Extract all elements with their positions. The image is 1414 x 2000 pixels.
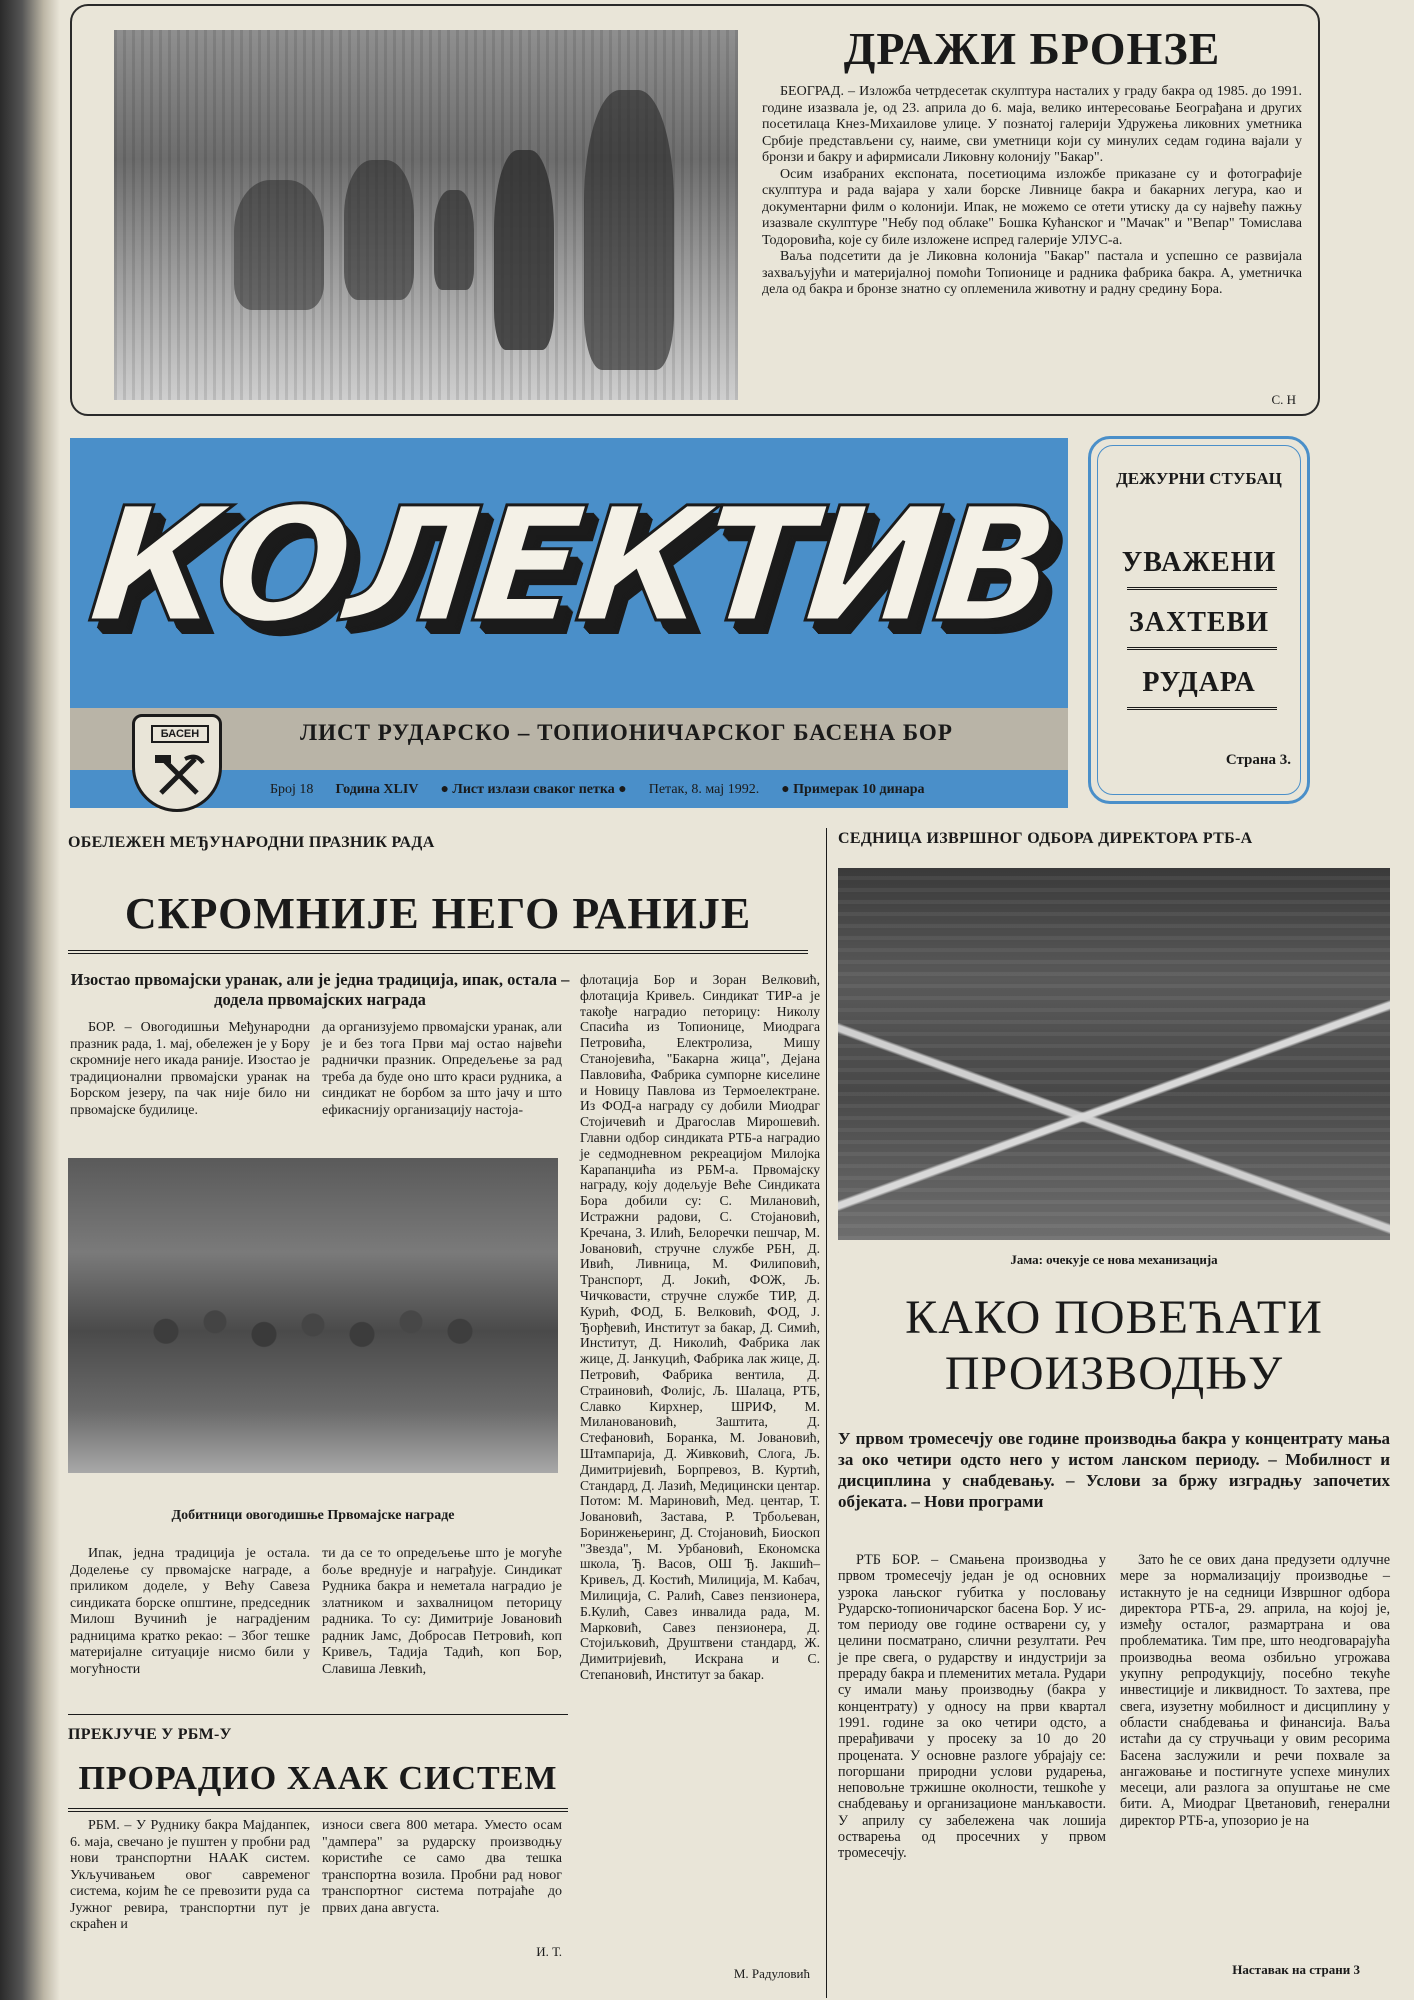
labor-day-signature: М. Радуловић bbox=[733, 1966, 810, 1981]
newspaper-logo: КОЛЕКТИВ bbox=[82, 474, 1062, 658]
haak-col2: износи свега 800 метара. Уместо осам "дампера" за рударску производњу користиће се само два тешка транспортна возила. Пробни рад новог транспортног система потрајаће до првих дана августа. bbox=[322, 1818, 562, 1916]
street-photo bbox=[114, 30, 738, 400]
mine-photo-caption: Јама: очекује се нова механизација bbox=[1010, 1252, 1218, 1267]
duty-line: ЗАХТЕВИ bbox=[1128, 607, 1270, 638]
emblem-label: БАСЕН bbox=[151, 725, 209, 743]
production-col1: РТБ БОР. – Смањена производња у првом тромесечју један је од основних узрока лањског губитка у пословању Рударско-топионичарског басена Бор. У ис-том периоду ове године остварени су, у целини посматрано, слични резултати. Реч је пре свега, о рударству и индустрији за прераду бакра и племенитих метала. Рудари су имали мању производњу (бакра у концентрату) у односу на први квартал 1991. године за око четири одсто, а прерађивачи у просеку за 10 до 20 процената. У основне разлоге убрајају се: погоршани природни услови рударења, неповољне тржишне околности, тешкоће у снабдевању и организационе манљкавости. У априлу су забележена чак лошија остварења од просечних у првом тромесечју. bbox=[838, 1552, 1106, 1862]
haak-kicker: ПРЕКЈУЧЕ У РБМ-У bbox=[68, 1726, 232, 1743]
haak-title: ПРОРАДИО ХААК СИСТЕМ bbox=[78, 1760, 558, 1797]
mine-shaft-photo bbox=[838, 868, 1390, 1240]
masthead-subtitle: ЛИСТ РУДАРСКО – ТОПИОНИЧАРСКОГ БАСЕНА БОР bbox=[300, 720, 953, 745]
issue-number: Број 18 bbox=[270, 782, 314, 797]
duty-line: РУДАРА bbox=[1142, 667, 1256, 698]
continuation-note: Наставак на страни 3 bbox=[1232, 1962, 1360, 1977]
labor-day-kicker: ОБЕЛЕЖЕН МЕЂУНАРОДНИ ПРАЗНИК РАДА bbox=[68, 834, 435, 851]
haak-col1: РБМ. – У Руднику бакра Мајданпек, 6. маја, свечано је пуштен у пробни рад нови транспортни НААК систем. Укључивањем овог савременог система, којим ће се превозити руда са Јужног ревира, транспортни пут је скраћен и bbox=[70, 1818, 310, 1932]
production-title-line2: ПРОИЗВОДЊУ bbox=[944, 1347, 1284, 1400]
newspaper-page bbox=[60, 0, 1414, 2000]
duty-line: УВАЖЕНИ bbox=[1121, 547, 1277, 578]
production-col2: Зато ће се ових дана предузети одлучне мере за нормализацију производње – истакнуто је на седници Извршног одбора директора РТБ-а, 29. априла, на којој је, између осталог, размартрана и ова проблематика. Тим пре, што неодговарајућа производња веома озбиљно угрожава укупну репродукцију, посебно текуће инвестиције и ликвидност. То захтева, пре свега, изузетну мобилност и дисциплину у области снабдевања и финансија. Ваља истаћи да су стручњаци у овим ресорима Басена заслужили и речи похвале за ангажовање и постигнуте успехе минулих месеци, али разлога за опуштање не сме бити. А, Миодраг Цветановић, генерални директор РТБ-а, упозорио је на bbox=[1120, 1552, 1390, 1829]
production-kicker: СЕДНИЦА ИЗВРШНОГ ОДБОРА ДИРЕКТОРА РТБ-А bbox=[838, 830, 1253, 847]
award-winners-photo bbox=[68, 1158, 558, 1473]
bronze-story-signature: С. Н bbox=[1271, 392, 1296, 407]
issue-year: Година XLIV bbox=[335, 782, 419, 797]
bronze-story-title: ДРАЖИ БРОНЗЕ bbox=[843, 23, 1221, 74]
bronze-story-box bbox=[70, 4, 1320, 416]
issue-frequency: ● Лист излази сваког петка ● bbox=[440, 782, 627, 797]
labor-day-col1-top: БОР. – Овогодишњи Међународни празник рада, 1. мај, обележен је у Бору скромније него икада раније. Изостао је традиционални првомајски уранак на Борском језеру, па чак није било ни првомајске будилице. bbox=[70, 1020, 310, 1118]
bronze-paragraph: БЕОГРАД. – Изложба четрдесетак скулптура насталих у граду бакра од 1985. до 1991. године изазвала је, од 23. априла до 6. маја, велико интересовање Београђана и других посетилаца Кнез-Михаилове улице. У познатој галерији Удружења ликовних уметника Србије представљени су, наиме, сви уметници који су минулих седам година вајали у бронзи и бакру и афирмисали Ликовну колонију "Бакар". bbox=[762, 84, 1302, 165]
labor-day-col1-bottom: Ипак, једна традиција је остала. Доделење су првомајске награде, а приликом доделе, у Већу Савеза синдиката борске општине, председник Милош Вучинић је наградјеним радницима кратко рекао: – Због тешке материјалне ситуације нисмо били у могућности bbox=[70, 1546, 310, 1677]
issue-price: ● Примерак 10 динара bbox=[781, 782, 925, 797]
duty-column-heading: ДЕЖУРНИ СТУБАЦ bbox=[1116, 469, 1282, 488]
award-photo-caption: Добитници овогодишње Првомајске награде bbox=[171, 1508, 455, 1523]
production-deck: У првом тромесечју ове године производња бакра у концентрату мања за око четири одсто него у истом ланском периоду. – Мобилност и дисциплина у снабдевању. – Услови за бржу изградњу започетих објеката. – Нови програми bbox=[838, 1429, 1390, 1511]
production-title-line1: КАКО ПОВЕЋАТИ bbox=[905, 1291, 1323, 1344]
labor-day-title: СКРОМНИЈЕ НЕГО РАНИЈЕ bbox=[124, 889, 752, 938]
issue-date: Петак, 8. мај 1992. bbox=[648, 782, 760, 797]
masthead bbox=[70, 438, 1068, 808]
labor-day-col3: флотација Бор и Зоран Велковић, флотација Кривељ. Синдикат ТИР-а је такође наградио петорицу: Николу Спасића из Топионице, Миодрага Петровића, Електролиза, Мишу Станојевића, "Бакарна жица", Дејана Павловића, Фабрика сумпорне киселине и Новицу Павлова из Термоелектране. Из ФОД-а награду су добили Миодраг Стојичевић и Драгослав Мирошевић. Главни одбор синдиката РТБ-а наградио је седмодневном рекреацијом Милојка Карапанџића из РБМ-а. Првомајску награду, коју додељује Веће Синдиката Бора добили су: С. Милановић, Истражни радови, С. Стојановић, Кречана, З. Илић, Белоречки пешчар, М. Јовановић, стручне службе РБН, Д. Ивић, Ливница, М. Филиповић, Транспорт, Д. Јокић, ФОЖ, Љ. Чичковасти, стручне службе ТИР, Д. Курић, ФОД, Б. Велковић, ФОД, Ј. Ђорђевић, Институт за бакар, Д. Симић, Институт, Д. Николић, Фабрика лак жице, Д. Јанкуцић, Фабрика лак жице, Д. Петровић, Фабрика вентила, Д. Страиновић, Фолијс, Љ. Шалаца, РТБ, Славко Кирхнер, ШРИФ, М. Милановановић, Заштита, Д. Стефановић, Боранка, М. Јовановић, Штампарија, Д. Живковић, Слога, Љ. Димитријевић, Борпревоз, В. Куртић, Стандард, Д. Лазић, Медицински центар. Потом: М. Мариновић, Мед. центар, Т. Јовановић, Застава, Р. Трбољеван, Боринжењеринг, Д. Стојановић, Биоскоп "Звезда", М. Урбановић, Економска школа, Ђ. Васов, ОШ Ђ. Јакшић–Кривељ, Д. Костић, Милиција, М. Кабач, Милиција, С. Ралић, Савез пензионера, Б.Кулић, Савез инвалида рада, М. Марковић, Савез пензионера, Д. Стојиљковић, Друштвени стандард, Ж. Димитријевић, Искрана и С. Степановић, Институт за бакар. bbox=[580, 972, 820, 1683]
bronze-story-body bbox=[762, 84, 1302, 299]
labor-day-col2-bottom: ти да се то опредељење што је могуће боље вреднује и награђује. Синдикат Рудника бакра и неметала наградио је златником и захвалницом петорицу радника. То су: Димитрије Јовановић радник Јамс, Добросав Петровић, коп Кривељ, Тадија Тадић, коп Бор, Славиша Левкић, bbox=[322, 1546, 562, 1677]
bronze-paragraph: Ваља подсетити да је Ликовна колонија "Бакар" пастала и успешно се развијала захваљујући и материјалној помоћи Топионице и радника фабрика бакра. А, уметничка дела од бакра и бронзе знатно су оплеменила животну и радну средину Бора. bbox=[762, 249, 1302, 297]
haak-signature: И. Т. bbox=[536, 1944, 562, 1959]
binding-edge bbox=[0, 0, 60, 2000]
labor-day-deck: Изостао првомајски уранак, али је једна традиција, ипак, остала – додела првомајских награда bbox=[70, 970, 570, 1009]
duty-page-ref: Страна 3. bbox=[1225, 752, 1291, 768]
labor-day-col2-top: да организујемо првомајски уранак, али је и без тога Први мај остао највећи раднички празник. Опредељење за рад треба да буде оно што краси рудника, а синдикат не борбом за што јачу и што ефикаснију организацију настоја- bbox=[322, 1020, 562, 1118]
issue-info-bar bbox=[70, 772, 1068, 808]
bronze-paragraph: Осим изабраних експоната, посетиоцима изложбе приказане су и фотографије скулптура и рада вајара у хали борске Ливнице бакра и бакарних легура, као и документарни филм о колонији. Ипак, не можемо се отети утиску да су највећу пажњу изазвале скулптуре "Небу под облаке" Бошка Кућанског и "Мачак" и "Вепар" Томислава Тодоровића, које су биле изложене испред галерије УЛУС-а. bbox=[762, 166, 1302, 248]
duty-column-box bbox=[1088, 436, 1310, 804]
